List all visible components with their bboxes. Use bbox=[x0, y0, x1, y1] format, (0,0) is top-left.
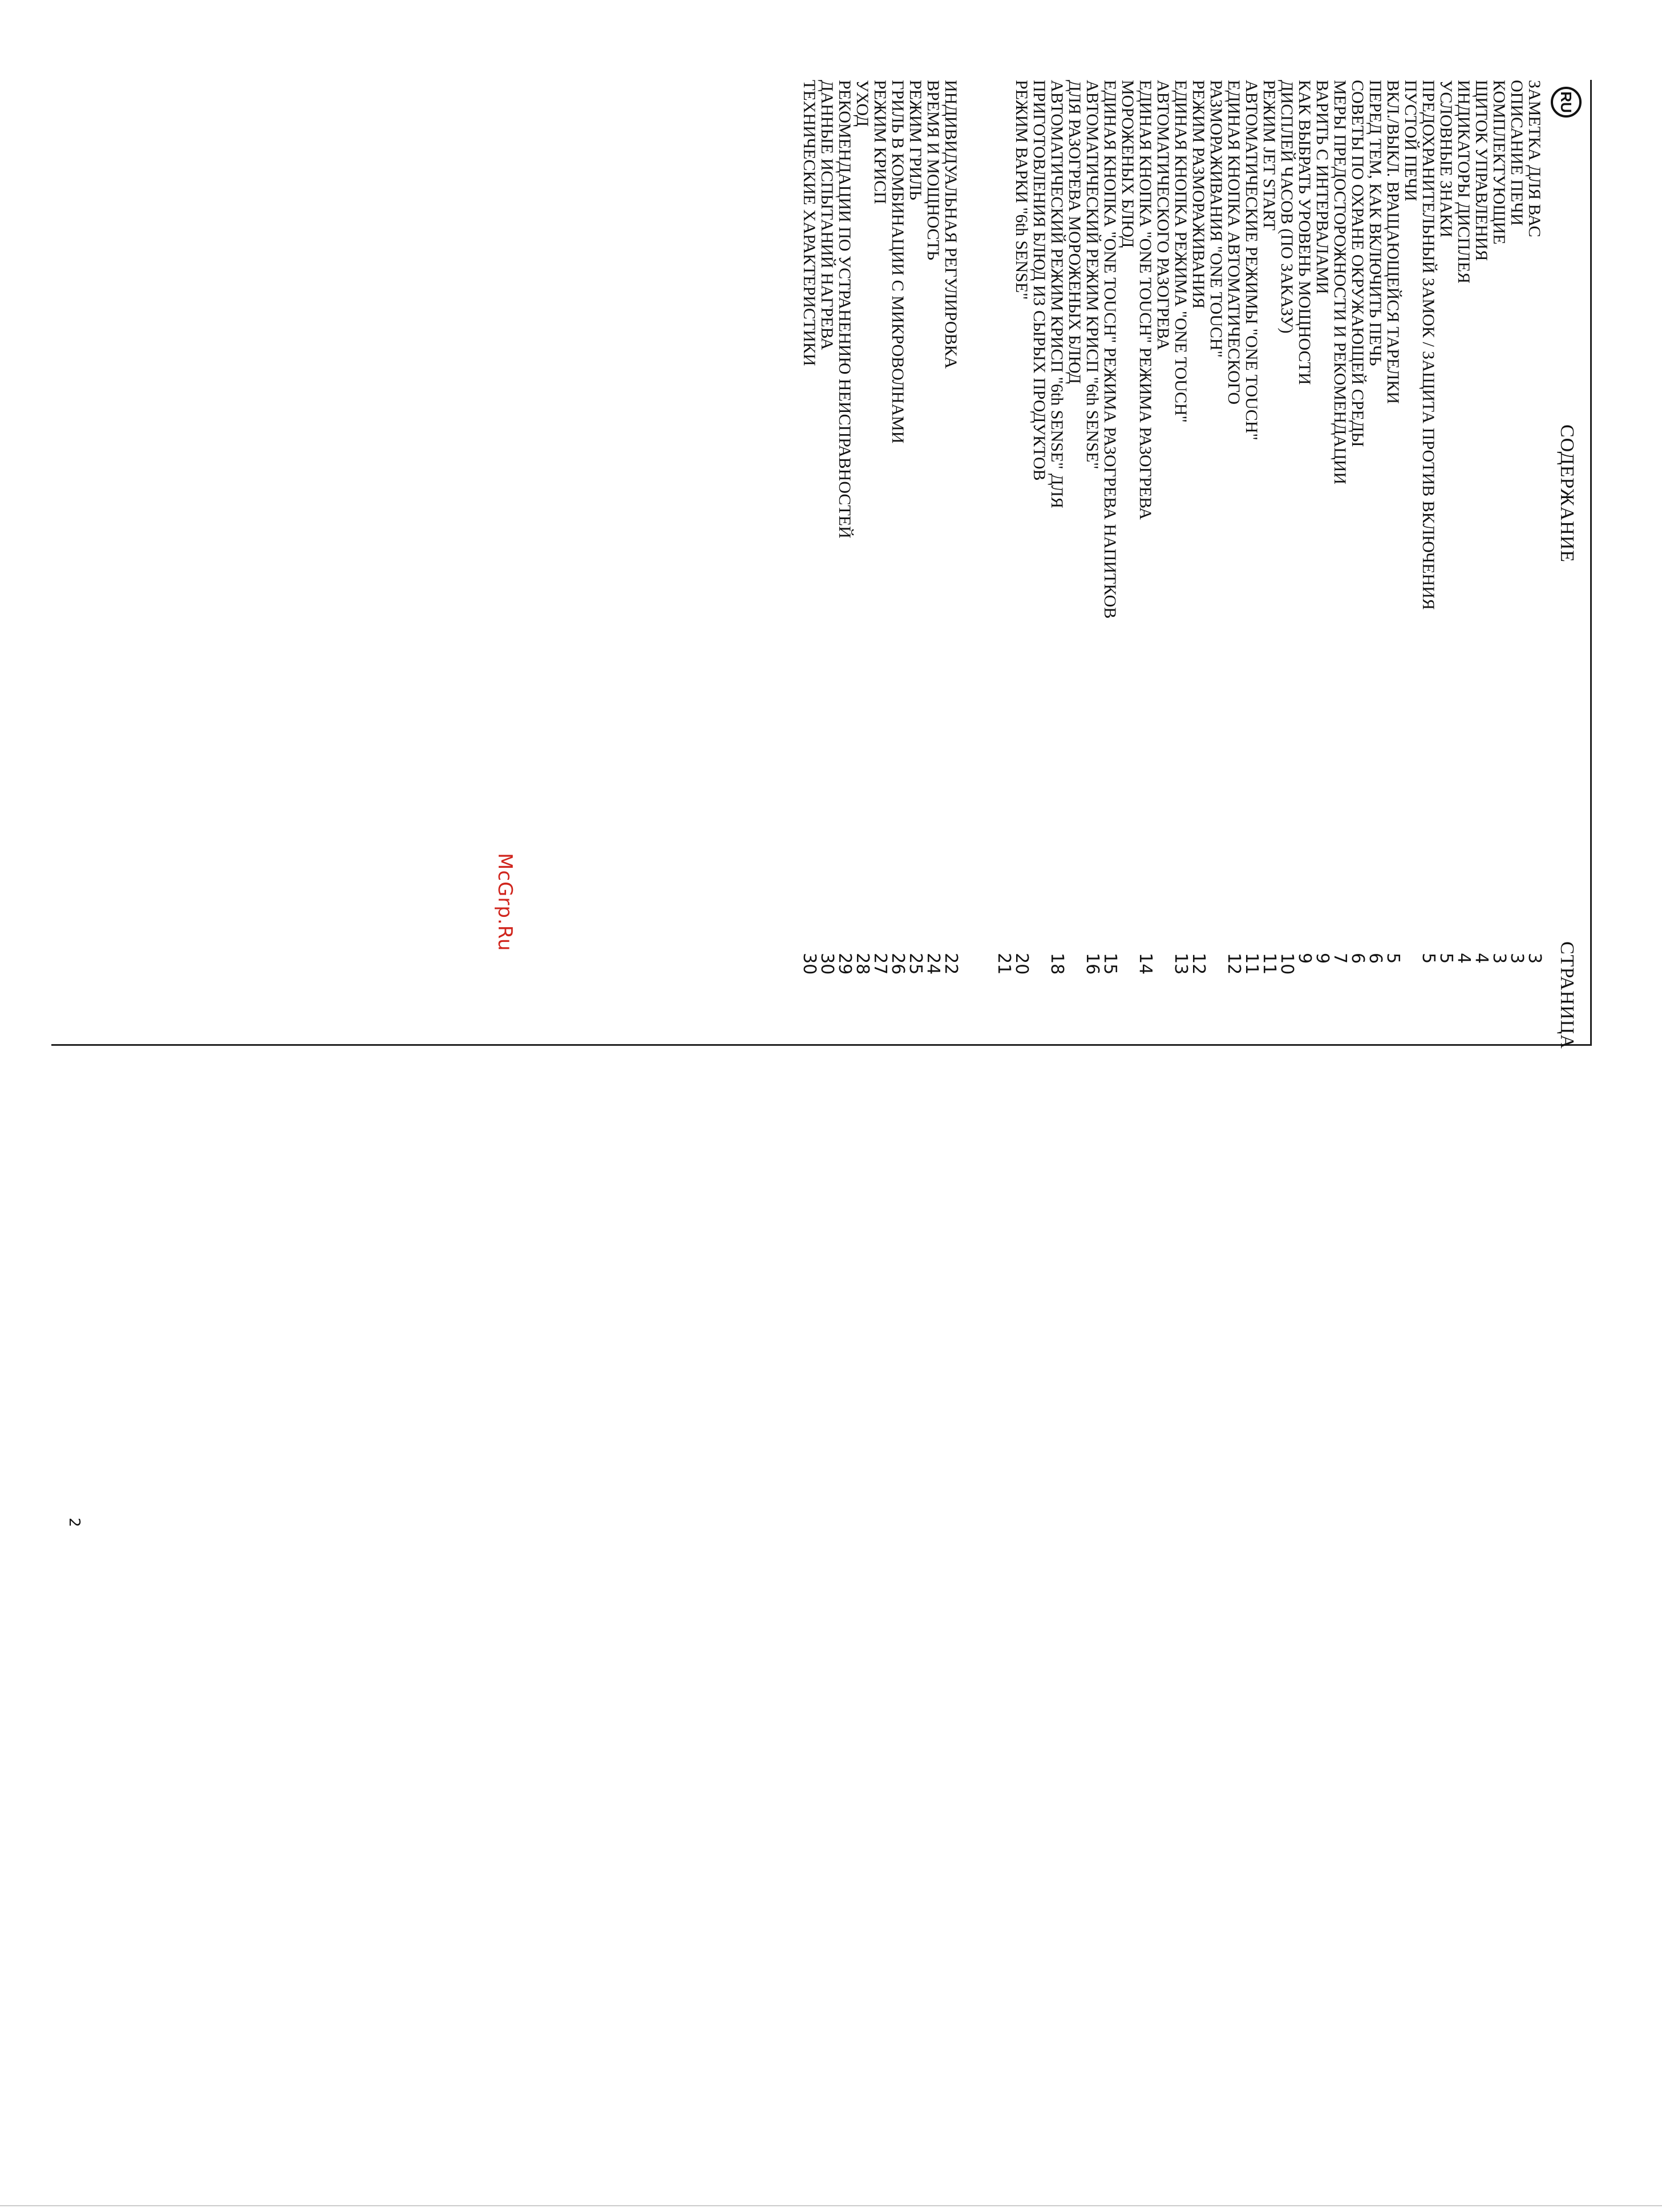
toc-entry bbox=[924, 80, 942, 1038]
toc-entry bbox=[1366, 80, 1384, 1038]
toc-entry bbox=[800, 80, 818, 1038]
toc-entry-page: 3 bbox=[1524, 953, 1544, 964]
toc-entry-title: ВКЛ./ВЫКЛ. ВРАЩАЮЩЕЙСЯ ТАРЕЛКИ bbox=[1384, 80, 1402, 404]
toc-entry-title: АВТОМАТИЧЕСКИЙ РЕЖИМ КРИСП "6th SENSE" ДЛЯ ПРИГОТОВЛЕНИЯ БЛЮД ИЗ СЫРЫХ ПРОДУКТОВ bbox=[1030, 80, 1066, 508]
toc-entry-title: ЩИТОК УПРАВЛЕНИЯ bbox=[1472, 80, 1491, 261]
toc-entry bbox=[1437, 80, 1455, 1038]
top-rule bbox=[1590, 80, 1592, 1044]
page-number: 2 bbox=[66, 1518, 83, 1527]
toc-entry bbox=[942, 80, 960, 1038]
toc-entry bbox=[1384, 80, 1402, 1038]
toc-entry bbox=[1402, 80, 1437, 1038]
toc-entry bbox=[1473, 80, 1490, 1038]
document-sheet bbox=[17, 80, 1592, 1527]
toc-entry-page: 30 bbox=[817, 953, 837, 975]
toc-entry-page: 4 bbox=[1454, 953, 1474, 964]
toc-entry-page: 11 bbox=[1259, 953, 1279, 975]
page-column-header: СТРАНИЦА bbox=[1556, 941, 1578, 1049]
toc-entry-title: ЕДИНАЯ КНОПКА "ONE TOUCH" РЕЖИМА РАЗОГРЕВА МОРОЖЕНЫХ БЛЮД bbox=[1118, 80, 1155, 520]
toc-entry bbox=[1013, 80, 1030, 1038]
toc-entry-page: 3 bbox=[1507, 953, 1527, 964]
toc-entry-page: 6 bbox=[1348, 953, 1368, 964]
toc-entry bbox=[1101, 80, 1119, 1038]
toc-entry-page: 27 bbox=[870, 953, 890, 975]
toc-entry-title: ЕДИНАЯ КНОПКА РЕЖИМА "ONE TOUCH" АВТОМАТИЧЕСКОГО РАЗОГРЕВА bbox=[1154, 80, 1190, 423]
toc-entry-page: 14 bbox=[1135, 953, 1155, 975]
toc-entry bbox=[1349, 80, 1366, 1038]
toc-entry bbox=[1207, 80, 1243, 1038]
toc-entry-title: ПРЕДОХРАНИТЕЛЬНЫЙ ЗАМОК / ЗАЩИТА ПРОТИВ ВКЛЮЧЕНИЯ ПУСТОЙ ПЕЧИ bbox=[1401, 80, 1438, 610]
toc-entry bbox=[1278, 80, 1296, 1038]
toc-entry-title: АВТОМАТИЧЕСКИЙ РЕЖИМ КРИСП "6th SENSE" ДЛЯ РАЗОГРЕВА МОРОЖЕНЫХ БЛЮД bbox=[1065, 80, 1102, 470]
toc-entry bbox=[995, 80, 1013, 1038]
toc-entry bbox=[1331, 80, 1349, 1038]
toc-entry-title: МЕРЫ ПРЕДОСТОРОЖНОСТИ И РЕКОМЕНДАЦИИ bbox=[1331, 80, 1349, 485]
toc-entry-page: 28 bbox=[852, 953, 872, 975]
toc-entry-page: 26 bbox=[888, 953, 908, 975]
toc-entry-page: 11 bbox=[1242, 953, 1261, 975]
toc-entry-page: 16 bbox=[1082, 953, 1102, 975]
toc-entry bbox=[1455, 80, 1473, 1038]
toc-entry bbox=[871, 80, 889, 1038]
toc-entry-page: 22 bbox=[941, 953, 961, 975]
toc-entry-title: КОМПЛЕКТУЮЩИЕ bbox=[1490, 80, 1509, 245]
toc-entry bbox=[907, 80, 924, 1038]
toc-entry-title: ЕДИНАЯ КНОПКА "ONE TOUCH" РЕЖИМА РАЗОГРЕВА НАПИТКОВ bbox=[1101, 80, 1119, 619]
toc-entry-page: 30 bbox=[799, 953, 819, 975]
toc-entry-title: ИНДИВИДУАЛЬНАЯ РЕГУЛИРОВКА bbox=[941, 80, 960, 369]
language-badge: RU bbox=[1551, 87, 1582, 118]
toc-entry-page: 4 bbox=[1471, 953, 1491, 964]
toc-entry-page: 7 bbox=[1330, 953, 1350, 964]
toc-entry-title: РЕЖИМ РАЗМОРАЖИВАНИЯ bbox=[1189, 80, 1208, 309]
toc-entry-title: ИНДИКАТОРЫ ДИСПЛЕЯ bbox=[1454, 80, 1473, 284]
toc-entry-title: КАК ВЫБРАТЬ УРОВЕНЬ МОЩНОСТИ bbox=[1295, 80, 1314, 385]
toc-entry bbox=[1490, 80, 1508, 1038]
toc-entry-page: 12 bbox=[1224, 953, 1244, 975]
table-of-contents bbox=[800, 80, 1543, 1038]
toc-entry-title: РЕЖИМ ГРИЛЬ bbox=[906, 80, 925, 200]
toc-entry-title: УСЛОВНЫЕ ЗНАКИ bbox=[1437, 80, 1455, 238]
toc-entry bbox=[1526, 80, 1543, 1038]
page-title: СОДЕРЖАНИЕ bbox=[1556, 424, 1578, 563]
toc-entry-title: АВТОМАТИЧЕСКИЕ РЕЖИМЫ "ONE TOUCH" bbox=[1242, 80, 1261, 440]
toc-entry-title: РЕКОМЕНДАЦИИ ПО УСТРАНЕНИЮ НЕИСПРАВНОСТЕЙ bbox=[835, 80, 854, 539]
toc-entry bbox=[1260, 80, 1278, 1038]
toc-entry-title: РЕЖИМ ВАРКИ "6th SENSE" bbox=[1012, 80, 1031, 300]
toc-entry-page: 29 bbox=[835, 953, 855, 975]
toc-entry bbox=[818, 80, 836, 1038]
toc-entry-title: ВРЕМЯ И МОЩНОСТЬ bbox=[924, 80, 943, 261]
toc-entry-page: 9 bbox=[1295, 953, 1315, 964]
toc-entry-title: ТЕХНИЧЕСКИЕ ХАРАКТЕРИСТИКИ bbox=[800, 80, 819, 366]
toc-entry-page: 21 bbox=[994, 953, 1014, 975]
toc-entry bbox=[1030, 80, 1066, 1038]
toc-entry-title: СОВЕТЫ ПО ОХРАНЕ ОКРУЖАЮЩЕЙ СРЕДЫ bbox=[1348, 80, 1367, 447]
toc-entry-page: 10 bbox=[1277, 953, 1297, 975]
toc-entry bbox=[889, 80, 907, 1038]
page-edge-line bbox=[0, 2205, 1662, 2206]
toc-entry-page: 6 bbox=[1365, 953, 1385, 964]
toc-entry-page: 5 bbox=[1383, 953, 1403, 964]
toc-entry-title: ДИСПЛЕЙ ЧАСОВ (ПО ЗАКАЗУ) bbox=[1277, 80, 1296, 334]
toc-entry-title: ОПИСАНИЕ ПЕЧИ bbox=[1507, 80, 1526, 226]
toc-entry bbox=[1154, 80, 1190, 1038]
toc-entry-page: 20 bbox=[1012, 953, 1032, 975]
toc-entry bbox=[1119, 80, 1154, 1038]
toc-entry-page: 24 bbox=[923, 953, 943, 975]
toc-entry bbox=[1066, 80, 1101, 1038]
toc-entry-page: 5 bbox=[1436, 953, 1456, 964]
toc-entry-page: 13 bbox=[1171, 953, 1191, 975]
toc-entry-title: ДАННЫЕ ИСПЫТАНИЙ НАГРЕВА bbox=[818, 80, 836, 350]
toc-entry-title: РЕЖИМ КРИСП bbox=[871, 80, 889, 204]
toc-entry-title: УХОД bbox=[853, 80, 872, 127]
toc-entry-page: 15 bbox=[1100, 953, 1120, 975]
toc-entry-title: ПЕРЕД ТЕМ, КАК ВКЛЮЧИТЬ ПЕЧЬ bbox=[1366, 80, 1385, 366]
watermark: McGrp.Ru bbox=[494, 853, 516, 952]
toc-entry-title: РЕЖИМ JET START bbox=[1260, 80, 1279, 230]
toc-entry-title: ВАРИТЬ С ИНТЕРВАЛАМИ bbox=[1313, 80, 1332, 294]
toc-entry-page: 3 bbox=[1489, 953, 1509, 964]
toc-entry bbox=[836, 80, 854, 1038]
toc-entry-page: 18 bbox=[1047, 953, 1067, 975]
toc-entry-title: ЕДИНАЯ КНОПКА АВТОМАТИЧЕСКОГО РАЗМОРАЖИВАНИЯ "ONE TOUCH" bbox=[1207, 80, 1243, 405]
toc-entry bbox=[854, 80, 871, 1038]
toc-entry-page: 12 bbox=[1188, 953, 1208, 975]
toc-entry-page: 9 bbox=[1312, 953, 1332, 964]
toc-entry bbox=[1508, 80, 1526, 1038]
toc-entry-title: ГРИЛЬ В КОМБИНАЦИИ С МИКРОВОЛНАМИ bbox=[888, 80, 907, 444]
toc-entry bbox=[1190, 80, 1207, 1038]
bottom-rule bbox=[51, 1044, 1592, 1046]
toc-entry-page: 25 bbox=[905, 953, 925, 975]
toc-entry bbox=[1313, 80, 1331, 1038]
toc-entry bbox=[1296, 80, 1313, 1038]
toc-entry bbox=[1243, 80, 1260, 1038]
toc-entry-title: ЗАМЕТКА ДЛЯ ВАС bbox=[1525, 80, 1544, 237]
toc-entry-page: 5 bbox=[1418, 953, 1438, 964]
